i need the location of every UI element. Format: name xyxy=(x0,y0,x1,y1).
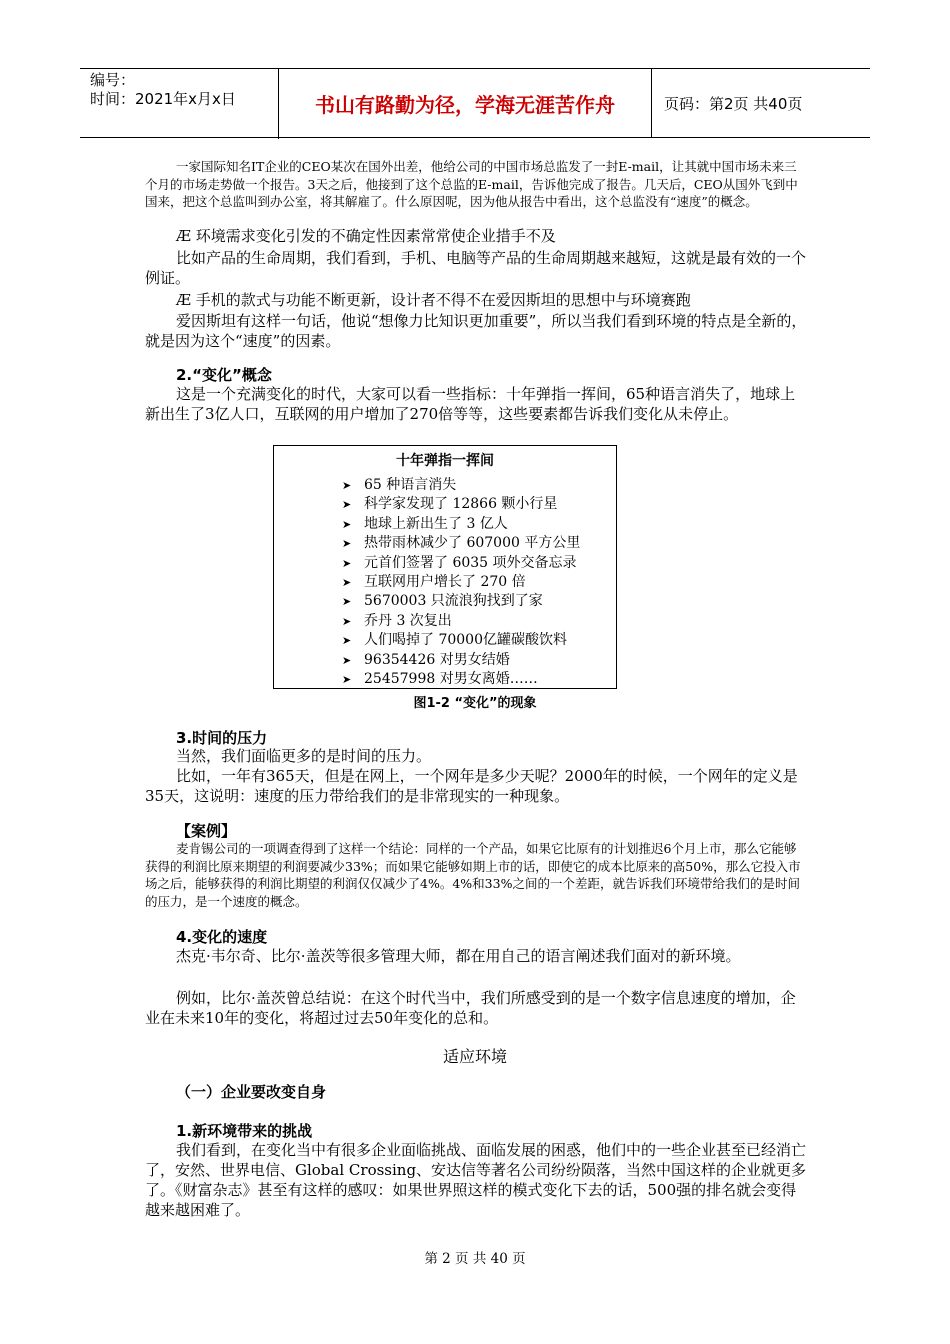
lifecycle-paragraph: 比如产品的生命周期，我们看到，手机、电脑等产品的生命周期越来越短，这就是最有效的一个例证。 xyxy=(145,249,807,287)
heading-subsection: （一）企业要改变自身 xyxy=(176,1083,327,1101)
einstein-paragraph: 爱因斯坦有这样一句话，他说“想像力比知识更加重要”，所以当我们看到环境的特点是全新的，就是因为这个“速度”的因素。 xyxy=(145,312,807,350)
list-item: ➤ 5670003 只流浪狗找到了家 xyxy=(342,592,616,611)
case-paragraph: 麦肯锡公司的一项调查得到了这样一个结论：同样的一个产品，如果它比原有的计划推迟6个月上市，那么它能够获得的利润比原来期望的利润要减少33%；而如果它能够如期上市的话，即使它的成本比原来的高50%，那么它投入市场之后，能够获得的利润比期望的利润仅仅减少了4%。4%和33%之间的一个差距，就告诉我们环境带给我们的是时间的压力，是一个速度的概念。 xyxy=(145,841,801,909)
arrow-icon: ➤ xyxy=(342,537,352,551)
ten-years-box xyxy=(273,445,617,689)
intro-paragraph: 一家国际知名IT企业的CEO某次在国外出差，他给公司的中国市场总监发了一封E-mail，让其就中国市场未来三个月的市场走势做一个报告。3天之后，他接到了这个总监的E-mail，告诉他完成了报告。几天后，CEO从国外飞到中国来，把这个总监叫到办公室，将其解雇了。什么原因呢，因为他从报告中看出，这个总监没有“速度”的概念。 xyxy=(145,159,798,209)
arrow-icon: ➤ xyxy=(342,595,352,609)
heading-challenge: 1.新环境带来的挑战 xyxy=(176,1122,313,1140)
doc-number-label: 编号： xyxy=(90,71,136,89)
header-page-label: 页码：第2页 共40页 xyxy=(664,94,803,113)
heading-time: 3.时间的压力 xyxy=(176,729,268,747)
arrow-icon: ➤ xyxy=(342,517,352,531)
list-item: ➤ 互联网用户增长了 270 倍 xyxy=(342,573,616,592)
header-meta xyxy=(80,69,279,139)
list-item: ➤ 乔丹 3 次复出 xyxy=(342,612,616,631)
arrow-icon: ➤ xyxy=(342,653,352,667)
doc-time-label: 时间：2021年x月x日 xyxy=(90,90,236,108)
section-title: 适应环境 xyxy=(442,1047,507,1066)
time-paragraph-1: 当然，我们面临更多的是时间的压力。 xyxy=(176,747,432,765)
box-list xyxy=(274,476,616,689)
list-item: ➤ 元首们签署了 6035 项外交备忘录 xyxy=(342,554,616,573)
page-footer: 第 2 页 共 40 页 xyxy=(424,1251,526,1267)
change-paragraph: 这是一个充满变化的时代，大家可以看一些指标：十年弹指一挥间，65种语言消失了，地球上新出生了3亿人口，互联网的用户增加了270倍等等，这些要素都告诉我们变化从未停止。 xyxy=(145,385,796,423)
list-item: ➤ 65 种语言消失 xyxy=(342,476,616,495)
list-item: ➤ 科学家发现了 12866 颗小行星 xyxy=(342,495,616,514)
arrow-icon: ➤ xyxy=(342,634,352,648)
arrow-icon: ➤ xyxy=(342,614,352,628)
arrow-icon: ➤ xyxy=(342,576,352,590)
list-item: ➤ 地球上新出生了 3 亿人 xyxy=(342,515,616,534)
heading-case: 【案例】 xyxy=(176,822,237,840)
bullet-environment: Æ 环境需求变化引发的不确定性因素常常使企业措手不及 xyxy=(176,227,556,245)
heading-speed: 4.变化的速度 xyxy=(176,928,268,946)
figure-caption: 图1-2 “变化”的现象 xyxy=(413,696,537,711)
arrow-icon: ➤ xyxy=(342,479,352,492)
speed-paragraph-1: 杰克·韦尔奇、比尔·盖茨等很多管理大师，都在用自己的语言阐述我们面对的新环境。 xyxy=(176,947,741,965)
box-title: 十年弹指一挥间 xyxy=(396,453,494,469)
list-item: ➤ 25457998 对男女离婚…… xyxy=(342,670,616,689)
list-item: ➤ 人们喝掉了 70000亿罐碳酸饮料 xyxy=(342,631,616,650)
header-motto: 书山有路勤为径，学海无涯苦作舟 xyxy=(279,69,652,137)
time-paragraph-2: 比如，一年有365天，但是在网上，一个网年是多少天呢？2000年的时候，一个网年的定义是35天，这说明：速度的压力带给我们的是非常现实的一种现象。 xyxy=(145,767,798,805)
page-header xyxy=(80,68,870,138)
arrow-icon: ➤ xyxy=(342,498,352,512)
bullet-phone: Æ 手机的款式与功能不断更新，设计者不得不在爱因斯坦的思想中与环境赛跑 xyxy=(176,291,691,309)
list-item: ➤ 96354426 对男女结婚 xyxy=(342,651,616,670)
list-item: ➤ 热带雨林减少了 607000 平方公里 xyxy=(342,534,616,553)
speed-paragraph-2: 例如，比尔·盖茨曾总结说：在这个时代当中，我们所感受到的是一个数字信息速度的增加，企业在未来10年的变化，将超过过去50年变化的总和。 xyxy=(145,989,796,1027)
challenge-paragraph: 我们看到，在变化当中有很多企业面临挑战、面临发展的困惑，他们中的一些企业甚至已经消亡了，安然、世界电信、Global Crossing、安达信等著名公司纷纷陨落，当然中国这样的企业就更多了。《财富杂志》甚至有这样的感叹：如果世界照这样的模式变化下去的话，500强的排名就会变得越来越困难了。 xyxy=(145,1141,807,1219)
arrow-icon: ➤ xyxy=(342,673,352,687)
heading-change: 2.“变化”概念 xyxy=(176,366,272,384)
arrow-icon: ➤ xyxy=(342,556,352,570)
